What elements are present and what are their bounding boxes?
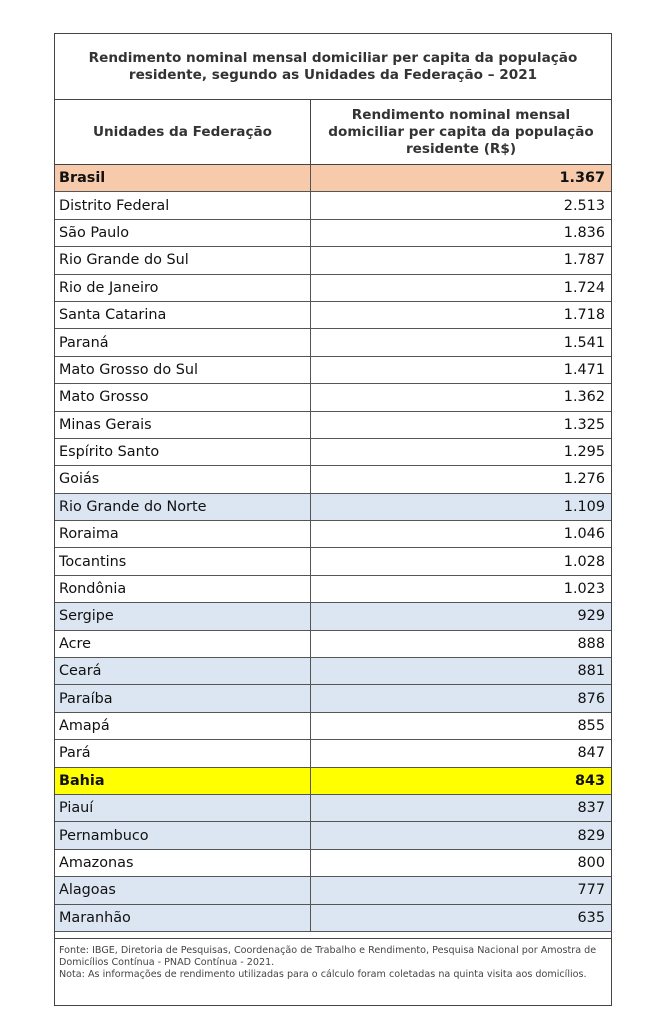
income-value-cell: 1.541 <box>563 334 605 351</box>
income-value-cell: 888 <box>577 635 605 652</box>
income-value-cell: 1.046 <box>563 526 605 543</box>
uf-name-cell: Rio Grande do Norte <box>55 494 311 520</box>
income-value-cell: 1.724 <box>563 279 605 296</box>
table-row <box>55 384 611 411</box>
income-value-cell: 800 <box>577 854 605 871</box>
uf-name-cell: Rondônia <box>55 576 311 602</box>
header-rendimento: Rendimento nominal mensal domiciliar per capita da população residente (R$) <box>328 106 594 157</box>
income-value-cell: 1.109 <box>563 498 605 515</box>
table-body <box>55 165 611 932</box>
income-value-cell: 837 <box>577 800 605 817</box>
table-row <box>55 165 611 192</box>
table-row <box>55 713 611 740</box>
income-value-cell: 2.513 <box>563 197 605 214</box>
table-footnote <box>55 938 611 1005</box>
uf-name-cell: Santa Catarina <box>55 302 311 328</box>
income-value-cell: 1.023 <box>563 581 605 598</box>
income-value-cell: 1.836 <box>563 224 605 241</box>
uf-name-cell: Paraná <box>55 329 311 355</box>
income-value-cell: 847 <box>577 745 605 762</box>
table-row <box>55 631 611 658</box>
uf-name-cell: Maranhão <box>55 905 311 931</box>
table-row <box>55 275 611 302</box>
income-table <box>54 33 612 1006</box>
income-value-cell: 843 <box>574 772 605 789</box>
income-value-cell: 1.276 <box>563 471 605 488</box>
uf-name-cell: Amazonas <box>55 850 311 876</box>
uf-name-cell: Ceará <box>55 658 311 684</box>
table-row <box>55 768 611 795</box>
table-row <box>55 658 611 685</box>
income-value-cell: 829 <box>577 827 605 844</box>
table-row <box>55 192 611 219</box>
table-row <box>55 220 611 247</box>
uf-name-cell: Mato Grosso do Sul <box>55 357 311 383</box>
uf-name-cell: Rio Grande do Sul <box>55 247 311 273</box>
table-row <box>55 822 611 849</box>
table-row <box>55 357 611 384</box>
uf-name-cell: Tocantins <box>55 548 311 574</box>
uf-name-cell: Mato Grosso <box>55 384 311 410</box>
uf-name-cell: Acre <box>55 631 311 657</box>
uf-name-cell: Pernambuco <box>55 822 311 848</box>
table-row <box>55 247 611 274</box>
uf-name-cell: Sergipe <box>55 603 311 629</box>
table-row <box>55 302 611 329</box>
table-row <box>55 439 611 466</box>
uf-name-cell: Alagoas <box>55 877 311 903</box>
table-row <box>55 521 611 548</box>
income-value-cell: 1.367 <box>559 170 605 187</box>
uf-name-cell: Rio de Janeiro <box>55 275 311 301</box>
uf-name-cell: Roraima <box>55 521 311 547</box>
income-value-cell: 1.028 <box>563 553 605 570</box>
income-value-cell: 881 <box>577 663 605 680</box>
uf-name-cell: Minas Gerais <box>55 412 311 438</box>
uf-name-cell: Bahia <box>55 768 311 794</box>
income-value-cell: 855 <box>577 718 605 734</box>
table-row <box>55 466 611 493</box>
uf-name-cell: Amapá <box>55 713 311 739</box>
income-value-cell: 1.362 <box>563 389 605 406</box>
table-row <box>55 603 611 630</box>
income-value-cell: 876 <box>577 690 605 707</box>
note: Nota: As informações de rendimento utilizadas para o cálculo foram coletadas na quinta visita aos domicílios. <box>59 969 587 981</box>
income-value-cell: 1.787 <box>563 252 605 269</box>
table-title: Rendimento nominal mensal domiciliar per capita da população residente, segundo as Unidades da Federação – 2021 <box>55 34 611 100</box>
uf-name-cell: Paraíba <box>55 685 311 711</box>
uf-name-cell: Espírito Santo <box>55 439 311 465</box>
uf-name-cell: Brasil <box>55 165 311 191</box>
uf-name-cell: Goiás <box>55 466 311 492</box>
table-row <box>55 877 611 904</box>
uf-name-cell: Distrito Federal <box>55 192 311 218</box>
uf-name-cell: Pará <box>55 740 311 766</box>
income-value-cell: 1.471 <box>563 361 605 378</box>
uf-name-cell: Piauí <box>55 795 311 821</box>
income-value-cell: 1.325 <box>563 416 605 433</box>
uf-name-cell: São Paulo <box>55 220 311 246</box>
table-row <box>55 795 611 822</box>
table-row <box>55 850 611 877</box>
income-value-cell: 635 <box>577 909 605 926</box>
table-row <box>55 740 611 767</box>
source-note: Fonte: IBGE, Diretoria de Pesquisas, Coordenação de Trabalho e Rendimento, Pesquisa Nacional por Amostra de Domicílios Contínua - PNAD Contínua - 2021. <box>59 945 597 969</box>
table-row <box>55 548 611 575</box>
table-row <box>55 412 611 439</box>
table-header <box>55 100 611 165</box>
income-value-cell: 777 <box>577 882 605 899</box>
table-row <box>55 494 611 521</box>
table-row <box>55 905 611 932</box>
table-row <box>55 576 611 603</box>
table-row <box>55 685 611 712</box>
income-value-cell: 1.295 <box>563 444 605 461</box>
table-row <box>55 329 611 356</box>
income-value-cell: 929 <box>577 608 605 625</box>
income-value-cell: 1.718 <box>563 307 605 324</box>
header-uf: Unidades da Federação <box>55 100 311 164</box>
